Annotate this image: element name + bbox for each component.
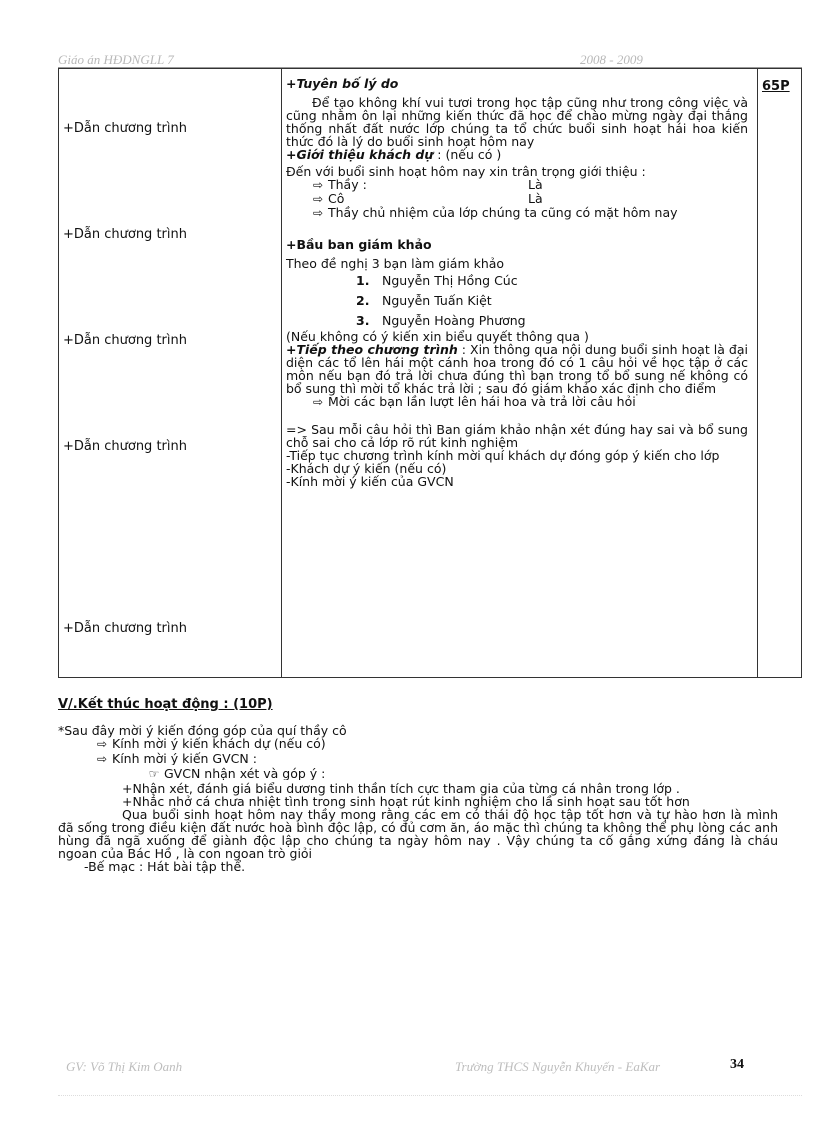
after-line: -Tiếp tục chương trình kính mời quí khách dự đóng góp ý kiến cho lớp [286,448,720,463]
arrow-right-icon: ⇨ [312,206,324,220]
next-title: +Tiếp theo chương trình [286,342,458,357]
jury-member: 1. Nguyễn Thị Hồng Cúc [356,274,518,288]
guest-item: ⇨ Thầy chủ nhiệm của lớp chúng ta cũng có mặt hôm nay [286,206,748,234]
footer-school: Trường THCS Nguyễn Khuyến - EaKar [455,1059,661,1074]
role-label: +Dẫn chương trình [63,439,187,454]
arrow-right-icon: ⇨ [96,752,108,765]
footer-teacher: GV: Võ Thị Kim Oanh [66,1059,183,1074]
arrow-right-icon: ⇨ [312,192,324,206]
paragraph: -Bế mạc : Hát bài tập thể. [84,859,246,874]
role-label: +Dẫn chương trình [63,121,187,136]
paragraph: +Nhận xét, đánh giá biểu dương tinh thần tích cực tham gia của từng cá nhân trong lớp . [122,781,680,796]
guest-item: ⇨ Thầy : Là [286,178,748,192]
jury-text: Theo đề nghị 3 bạn làm giám khảo [286,256,505,271]
jury-member: 3. Nguyễn Hoàng Phương [356,314,526,328]
bottom-divider [58,1095,802,1096]
reason-title: +Tuyên bố lý do [286,76,399,91]
section-sub-item: ☞ GVCN nhận xét và góp ý : [58,767,778,780]
section-intro: *Sau đây mời ý kiến đóng góp của quí thầy cô [58,723,347,738]
arrow-right-icon: ⇨ [312,395,324,409]
pointing-hand-icon: ☞ [148,767,160,780]
jury-title: +Bầu ban giám khảo [286,237,432,252]
guest-title: +Giới thiệu khách dự [286,147,434,162]
after-line: => Sau mỗi câu hỏi thì Ban giám khảo nhận xét đúng hay sai và bổ sung chỗ sai cho cả lớp rõ rút kinh nghiệm [286,422,748,450]
time-label: 65P [762,79,790,94]
section-body [58,724,778,873]
paragraph: Qua buổi sinh hoạt hôm nay thầy mong rằng các em có thái độ học tập tốt hơn và tự hào hơn là mình đã sống trong điều kiện đất nước hoà bình độc lập, có đủ cơm ăn, áo mặc thì chúng ta không thể phụ lòng các anh hùng đã ngã xuống để giành độc lập cho chúng ta ngày hôm nay . Vậy chúng ta cố gắng xứng đáng là cháu ngoan của Bác Hồ , là con ngoan trò giỏi [58,807,778,861]
next-text: : Xin thông qua nội dung buổi sinh hoạt là đại diện các tổ lên hái một cánh hoa trong đó có 1 câu hỏi về học tập ở các môn nếu bạn đó trả lời chưa đúng thì bạn trong tổ bổ sung nế không có bổ sung thì mời tổ khác trả lời ; sau đó giám khảo xác định cho điểm [286,342,748,396]
vote-text: (Nếu không có ý kiến xin biểu quyết thông qua ) [286,329,589,344]
section-title: V/.Kết thúc hoạt động : (10P) [58,697,273,712]
jury-member: 2. Nguyễn Tuấn Kiệt [356,294,492,308]
time-column [758,69,802,678]
role-label: +Dẫn chương trình [63,333,187,348]
header-right: 2008 - 2009 [580,52,643,67]
section-item: ⇨ Kính mời ý kiến GVCN : [58,752,778,765]
guest-note: : (nếu có ) [437,147,502,162]
content-column [282,69,758,678]
arrow-right-icon: ⇨ [312,178,324,192]
invite-item: ⇨ Mời các bạn lần lượt lên hái hoa và trả lời câu hỏi [286,395,748,423]
page-number: 34 [730,1057,744,1072]
role-label: +Dẫn chương trình [63,621,187,636]
role-column [59,69,282,678]
guest-text: Đến với buổi sinh hoạt hôm nay xin trân trọng giới thiệu : [286,164,646,179]
arrow-right-icon: ⇨ [96,737,108,750]
after-line: -Kính mời ý kiến của GVCN [286,474,454,489]
reason-text: Để tạo không khí vui tươi trong học tập cũng như trong công việc và cũng nhằm ôn lại những kiến thức đã học để chào mừng ngày đại thắng thống nhất đất nước lớp chúng ta tổ chức buổi sinh hoạt hái hoa kiến thức đó là lý do buổi sinh hoạt hôm nay [286,95,748,149]
role-label: +Dẫn chương trình [63,227,187,242]
paragraph: +Nhắc nhở cá chưa nhiệt tình trong sinh hoạt rút kinh nghiệm cho lầ sinh hoạt sau tốt hơn [122,794,690,809]
lesson-table [58,68,802,678]
section-item: ⇨ Kính mời ý kiến khách dự (nếu có) [58,737,778,750]
after-line: -Khách dự ý kiến (nếu có) [286,461,447,476]
header-left: Giáo án HĐDNGLL 7 [58,52,174,67]
guest-item: ⇨ Cô Là [286,192,748,206]
